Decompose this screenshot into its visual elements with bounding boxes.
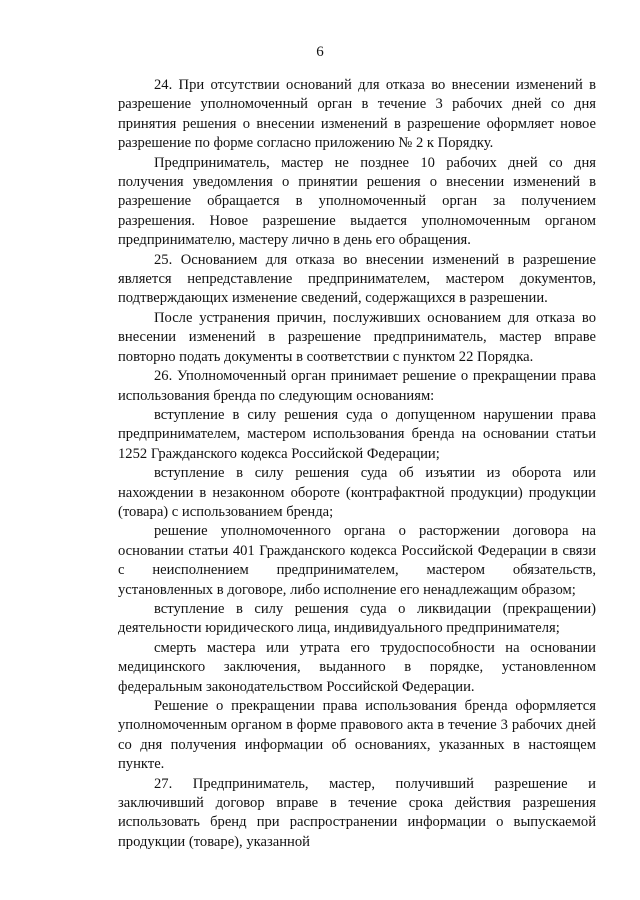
paragraph-entrepreneur-obligation: Предприниматель, мастер не позднее 10 рабочих дней со дня получения уведомления о принятии решения о внесении изменений в разрешение обращается в уполномоченный орган за получением разрешения. Новое разрешение выдается уполномоченным органом предпринимателю, мастеру лично в день его обращения. bbox=[118, 154, 596, 249]
page-number: 6 bbox=[316, 44, 324, 60]
paragraph-26: 26. Уполномоченный орган принимает решение о прекращении права использования бренда по следующим основаниям: bbox=[118, 368, 596, 404]
ground-contract-termination: решение уполномоченного органа о расторжении договора на основании статьи 401 Гражданского кодекса Российской Федерации в связи с неисполнением предпринимателем, мастером обязательств, установленных в договоре, либо исполнение его ненадлежащим образом; bbox=[118, 523, 596, 598]
paragraph-termination-decision: Решение о прекращении права использования бренда оформляется уполномоченным органом в форме правового акта в течение 3 рабочих дней со дня получения информации об основаниях, указанных в настоящем пункте. bbox=[118, 698, 596, 773]
document-body bbox=[118, 76, 596, 852]
paragraph-25: 25. Основанием для отказа во внесении изменений в разрешение является непредставление предпринимателем, мастером документов, подтверждающих изменение сведений, содержащихся в разрешении. bbox=[118, 251, 596, 307]
paragraph-24: 24. При отсутствии оснований для отказа во внесении изменений в разрешение уполномоченный орган в течение 3 рабочих дней со дня принятия решения о внесении изменений в разрешение оформляет новое разрешение по форме согласно приложению № 2 к Порядку. bbox=[118, 77, 596, 152]
paragraph-27: 27. Предприниматель, мастер, получивший разрешение и заключивший договор вправе в течение срока действия разрешения использовать бренд при распространении информации о выпускаемой продукции (товаре), указанной bbox=[118, 775, 596, 850]
ground-court-seizure: вступление в силу решения суда об изъятии из оборота или нахождении в незаконном обороте (контрафактной продукции) продукции (товара) с использованием бренда; bbox=[118, 465, 596, 520]
ground-death-disability: смерть мастера или утрата его трудоспособности на основании медицинского заключения, выданного в порядке, установленном федеральным законодательством Российской Федерации. bbox=[118, 639, 596, 695]
ground-liquidation: вступление в силу решения суда о ликвидации (прекращении) деятельности юридического лица, индивидуального предпринимателя; bbox=[118, 600, 596, 637]
paragraph-resubmission: После устранения причин, послуживших основанием для отказа во внесении изменений в разрешение предприниматель, мастер вправе повторно подать документы в соответствии с пунктом 22 Порядка. bbox=[118, 309, 596, 365]
ground-court-violation: вступление в силу решения суда о допущенном нарушении права предпринимателем, мастером использования бренда на основании статьи 1252 Гражданского кодекса Российской Федерации; bbox=[118, 406, 596, 462]
